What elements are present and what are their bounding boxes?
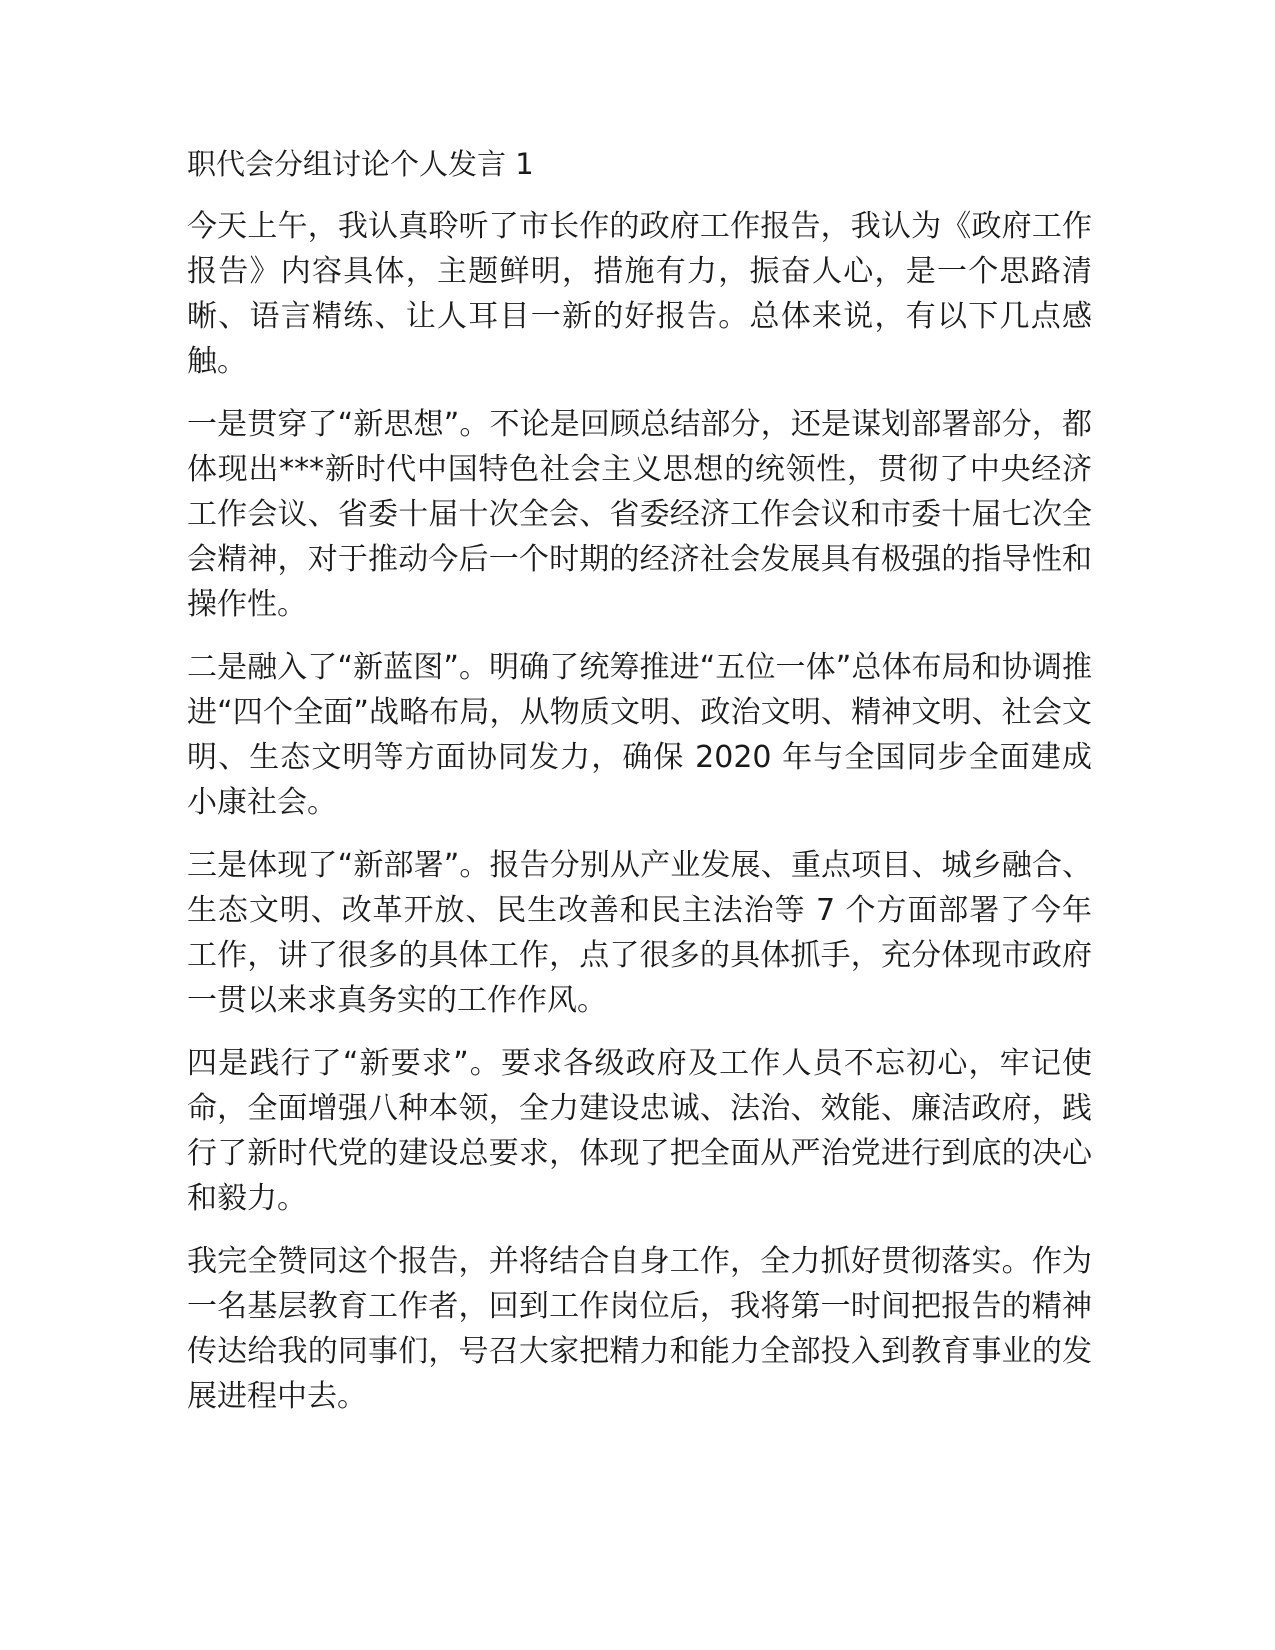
paragraph-new-blueprint: 二是融入了“新蓝图”。明确了统筹推进“五位一体”总体布局和协调推进“四个全面”战略布局，从物质文明、政治文明、精神文明、社会文明、生态文明等方面协同发力，确保 2020 年与全国同步全面建成小康社会。 [187, 650, 1092, 820]
paragraph-new-requirement: 四是践行了“新要求”。要求各级政府及工作人员不忘初心，牢记使命，全面增强八种本领，全力建设忠诚、法治、效能、廉洁政府，践行了新时代党的建设总要求，体现了把全面从严治党进行到底的决心和毅力。 [187, 1046, 1092, 1216]
paragraph-intro: 今天上午，我认真聆听了市长作的政府工作报告，我认为《政府工作报告》内容具体，主题鲜明，措施有力，振奋人心，是一个思路清晰、语言精练、让人耳目一新的好报告。总体来说，有以下几点感触。 [187, 209, 1092, 379]
paragraph-new-deployment: 三是体现了“新部署”。报告分别从产业发展、重点项目、城乡融合、生态文明、改革开放、民生改善和民主法治等 7 个方面部署了今年工作，讲了很多的具体工作，点了很多的具体抓手，充分体现市政府一贯以来求真务实的工作作风。 [187, 848, 1092, 1018]
document-title: 职代会分组讨论个人发言 1 [187, 147, 534, 181]
paragraph-conclusion: 我完全赞同这个报告，并将结合自身工作，全力抓好贯彻落实。作为一名基层教育工作者，回到工作岗位后，我将第一时间把报告的精神传达给我的同事们，号召大家把精力和能力全部投入到教育事业的发展进程中去。 [187, 1244, 1092, 1414]
paragraph-new-thought: 一是贯穿了“新思想”。不论是回顾总结部分，还是谋划部署部分，都体现出***新时代中国特色社会主义思想的统领性，贯彻了中央经济工作会议、省委十届十次全会、省委经济工作会议和市委十届七次全会精神，对于推动今后一个时期的经济社会发展具有极强的指导性和操作性。 [187, 407, 1092, 622]
document-body [187, 142, 1092, 1437]
